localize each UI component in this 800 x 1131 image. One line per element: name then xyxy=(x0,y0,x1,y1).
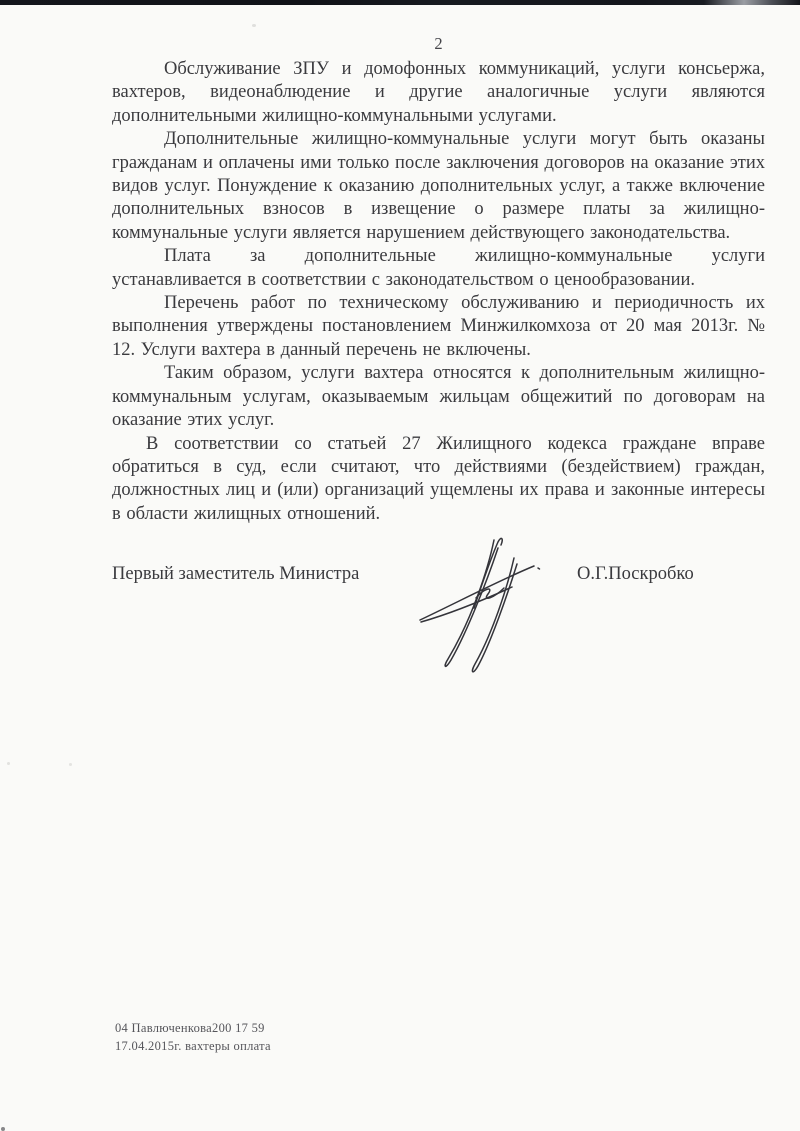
paragraph-contracts-required: Дополнительные жилищно-коммунальные услуги могут быть оказаны гражданам и оплачены ими только после заключения договоров на оказание этих видов услуг. Понуждение к оказанию дополнительных услуг, а также включение дополнительных взносов в извещение о размере платы за жилищно-коммунальные услуги является нарушением действующего законодательства. xyxy=(112,129,765,243)
paragraph-conclusion: Таким образом, услуги вахтера относятся к дополнительным жилищно-коммунальным услугам, оказываемым жильцам общежитий по договорам на оказание этих услуг. xyxy=(112,363,765,431)
signer-title: Первый заместитель Министра xyxy=(112,564,360,585)
registry-footer xyxy=(115,1019,271,1055)
scan-edge-artifact xyxy=(0,0,800,5)
scan-speck xyxy=(7,762,10,765)
scan-speck xyxy=(1,1127,5,1131)
registry-footer-line1: 04 Павлюченкова200 17 59 xyxy=(115,1021,265,1035)
paragraph-pricing-law: Плата за дополнительные жилищно-коммунальные услуги устанавливается в соответствии с законодательством о ценообразовании. xyxy=(112,246,765,290)
letter-body xyxy=(112,33,765,588)
handwritten-signature-icon xyxy=(408,534,548,679)
paragraph-court-rights: В соответствии со статьей 27 Жилищного кодекса граждане вправе обратиться в суд, если считают, что действиями (бездействием) граждан, должностных лиц и (или) организаций ущемлены их права и законные интересы в области жилищных отношений. xyxy=(112,433,765,524)
scan-speck xyxy=(252,24,256,27)
registry-footer-line2: 17.04.2015г. вахтеры оплата xyxy=(115,1039,271,1053)
paragraph-services-definition: Обслуживание ЗПУ и домофонных коммуникаций, услуги консьержа, вахтеров, видеонаблюдение и другие аналогичные услуги являются дополнительными жилищно-коммунальными услугами. xyxy=(112,59,765,126)
page-number: 2 xyxy=(434,34,443,53)
scan-speck xyxy=(69,763,72,766)
paragraph-maintenance-list: Перечень работ по техническому обслуживанию и периодичность их выполнения утверждены постановлением Минжилкомхоза от 20 мая 2013г. № 12. Услуги вахтера в данный перечень не включены. xyxy=(112,293,765,360)
signer-name: О.Г.Поскробко xyxy=(577,564,694,585)
